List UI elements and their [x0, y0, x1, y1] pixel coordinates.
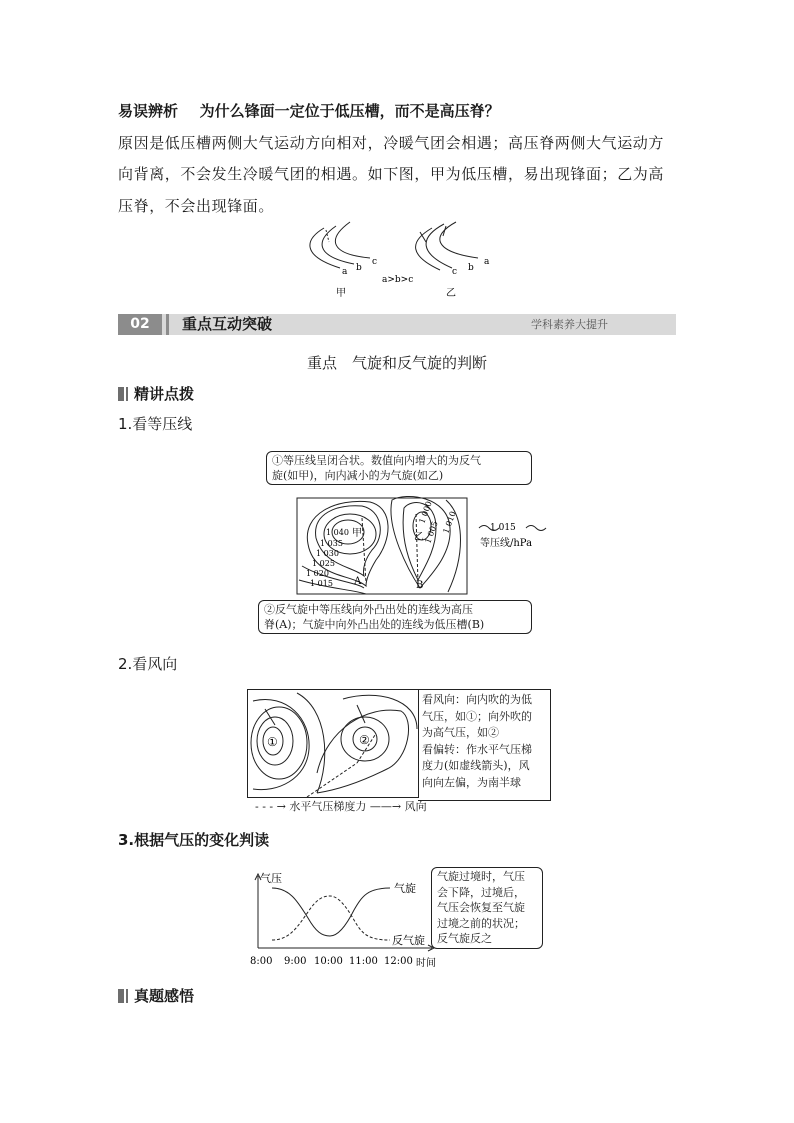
legend-pressure-gradient: 水平气压梯度力	[289, 800, 367, 813]
wind-label-2: ②	[359, 733, 370, 747]
isobar-label-1020: 1 020	[306, 569, 329, 578]
misconception-line-2: 向背离，不会发生冷暖气团的相遇。如下图，甲为低压槽，易出现锋面；乙为高	[118, 165, 665, 183]
wind-note-line3: 为高气压，如②	[422, 726, 499, 739]
fig-label-c1: c	[372, 257, 378, 267]
section-divider	[166, 314, 169, 335]
point3-heading: 3.根据气压的变化判读	[118, 831, 270, 849]
chart-xtick-0: 8:00	[250, 956, 273, 967]
isobar-label-B: B	[416, 580, 424, 591]
isobar-label-1010: 1 010	[441, 510, 458, 535]
chart-anticyclone-label: 反气旋	[392, 934, 425, 947]
isobar-label-1030: 1 030	[316, 549, 339, 558]
wind-note-line4: 看偏转：作水平气压梯	[422, 742, 532, 756]
wind-note-line5: 度力(如虚线箭头)，风	[422, 759, 530, 772]
isobar-label-jia: 甲	[352, 528, 362, 539]
misconception-line-3: 压脊，不会出现锋面。	[118, 197, 275, 215]
trough-ridge-figure	[296, 218, 506, 300]
section-title: 重点互动突破	[182, 315, 273, 333]
isobar-label-1025: 1 025	[312, 559, 335, 568]
pressure-change-chart	[250, 866, 440, 970]
legend-wind-direction: 风向	[404, 800, 427, 813]
dashed-arrow-icon: - - - →	[255, 800, 286, 813]
subheading-jingjiang	[118, 384, 194, 404]
misconception-question: 为什么锋面一定位于低压槽，而不是高压脊？	[199, 102, 500, 120]
pressure-note-line1: 气旋过境时，气压	[437, 870, 525, 883]
isobar-legend-label: 等压线/hPa	[480, 538, 533, 549]
wind-figure	[247, 689, 419, 799]
fig-label-yi: 乙	[446, 288, 456, 299]
chart-ylabel: 气压	[260, 872, 282, 885]
isobar-label-1000: 1 000	[417, 500, 434, 525]
isobar-note-2-line1: ②反气旋中等压线向外凸出处的连线为高压	[264, 603, 473, 616]
solid-arrow-icon: ——→	[369, 800, 402, 813]
fig-label-a2: a	[484, 257, 490, 267]
subheading-marker-icon-2	[118, 989, 128, 1003]
isobar-map	[296, 488, 556, 600]
subheading-zhenti-label: 真题感悟	[134, 987, 195, 1005]
wind-note-line2: 气压，如①；向外吹的	[422, 709, 532, 723]
point1-heading: 1.看等压线	[118, 415, 193, 433]
subheading-marker-icon	[118, 387, 128, 401]
isobar-label-1005: 1 005	[423, 520, 440, 545]
pressure-note-line3: 气压会恢复至气旋	[437, 901, 525, 914]
wind-note-line6: 向向左偏，为南半球	[422, 775, 521, 789]
isobar-legend-value: 1 015	[490, 523, 516, 533]
fig-label-a1: a	[342, 267, 348, 277]
chart-xlabel: 时间	[416, 958, 436, 969]
chart-xtick-1: 9:00	[284, 956, 307, 967]
pressure-note-line2: 会下降，过境后，	[437, 885, 525, 899]
section-number: 02	[118, 314, 162, 335]
pressure-note-line5: 反气旋反之	[437, 932, 492, 945]
isobar-note-1-line2: 旋(如甲)，向内减小的为气旋(如乙)	[272, 469, 444, 482]
isobar-note-2-line2: 脊(A)；气旋中向外凸出处的连线为低压槽(B)	[264, 618, 485, 631]
isobar-label-A: A	[354, 576, 362, 587]
chart-xtick-2: 10:00	[314, 956, 343, 967]
key-point-title: 重点 气旋和反气旋的判断	[306, 354, 487, 372]
chart-cyclone-label: 气旋	[394, 882, 416, 895]
fig-label-jia: 甲	[336, 288, 346, 299]
isobar-label-yi: 乙	[414, 532, 424, 543]
wind-label-1: ①	[267, 735, 278, 749]
pressure-change-note	[431, 867, 543, 949]
pressure-note-line4: 过境之前的状况；	[437, 916, 525, 930]
wind-side-note	[418, 689, 551, 801]
isobar-label-1035: 1 035	[320, 539, 343, 548]
fig-relation: a>b>c	[382, 275, 414, 285]
chart-xtick-3: 11:00	[349, 956, 378, 967]
section-header	[118, 314, 676, 335]
isobar-label-1015: 1 015	[310, 579, 333, 588]
misconception-title	[118, 101, 500, 121]
misconception-label: 易误辨析	[118, 102, 179, 120]
fig-label-c2: c	[452, 267, 458, 277]
isobar-note-1	[266, 451, 532, 485]
misconception-line-1: 原因是低压槽两侧大气运动方向相对，冷暖气团会相遇；高压脊两侧大气运动方	[118, 134, 665, 152]
fig-label-b1: b	[356, 263, 362, 273]
wind-legend	[255, 800, 427, 814]
isobar-label-1040: 1 040	[326, 528, 349, 537]
fig-label-b2: b	[468, 263, 474, 273]
point2-heading: 2.看风向	[118, 655, 178, 673]
chart-xtick-4: 12:00	[384, 956, 413, 967]
isobar-note-1-line1: ①等压线呈闭合状。数值向内增大的为反气	[272, 454, 481, 467]
isobar-note-2	[258, 600, 532, 634]
subheading-zhenti	[118, 986, 194, 1006]
subheading-jingjiang-label: 精讲点拨	[134, 385, 195, 403]
wind-note-line1: 看风向：向内吹的为低	[422, 693, 532, 706]
section-subtitle: 学科素养大提升	[531, 318, 608, 331]
